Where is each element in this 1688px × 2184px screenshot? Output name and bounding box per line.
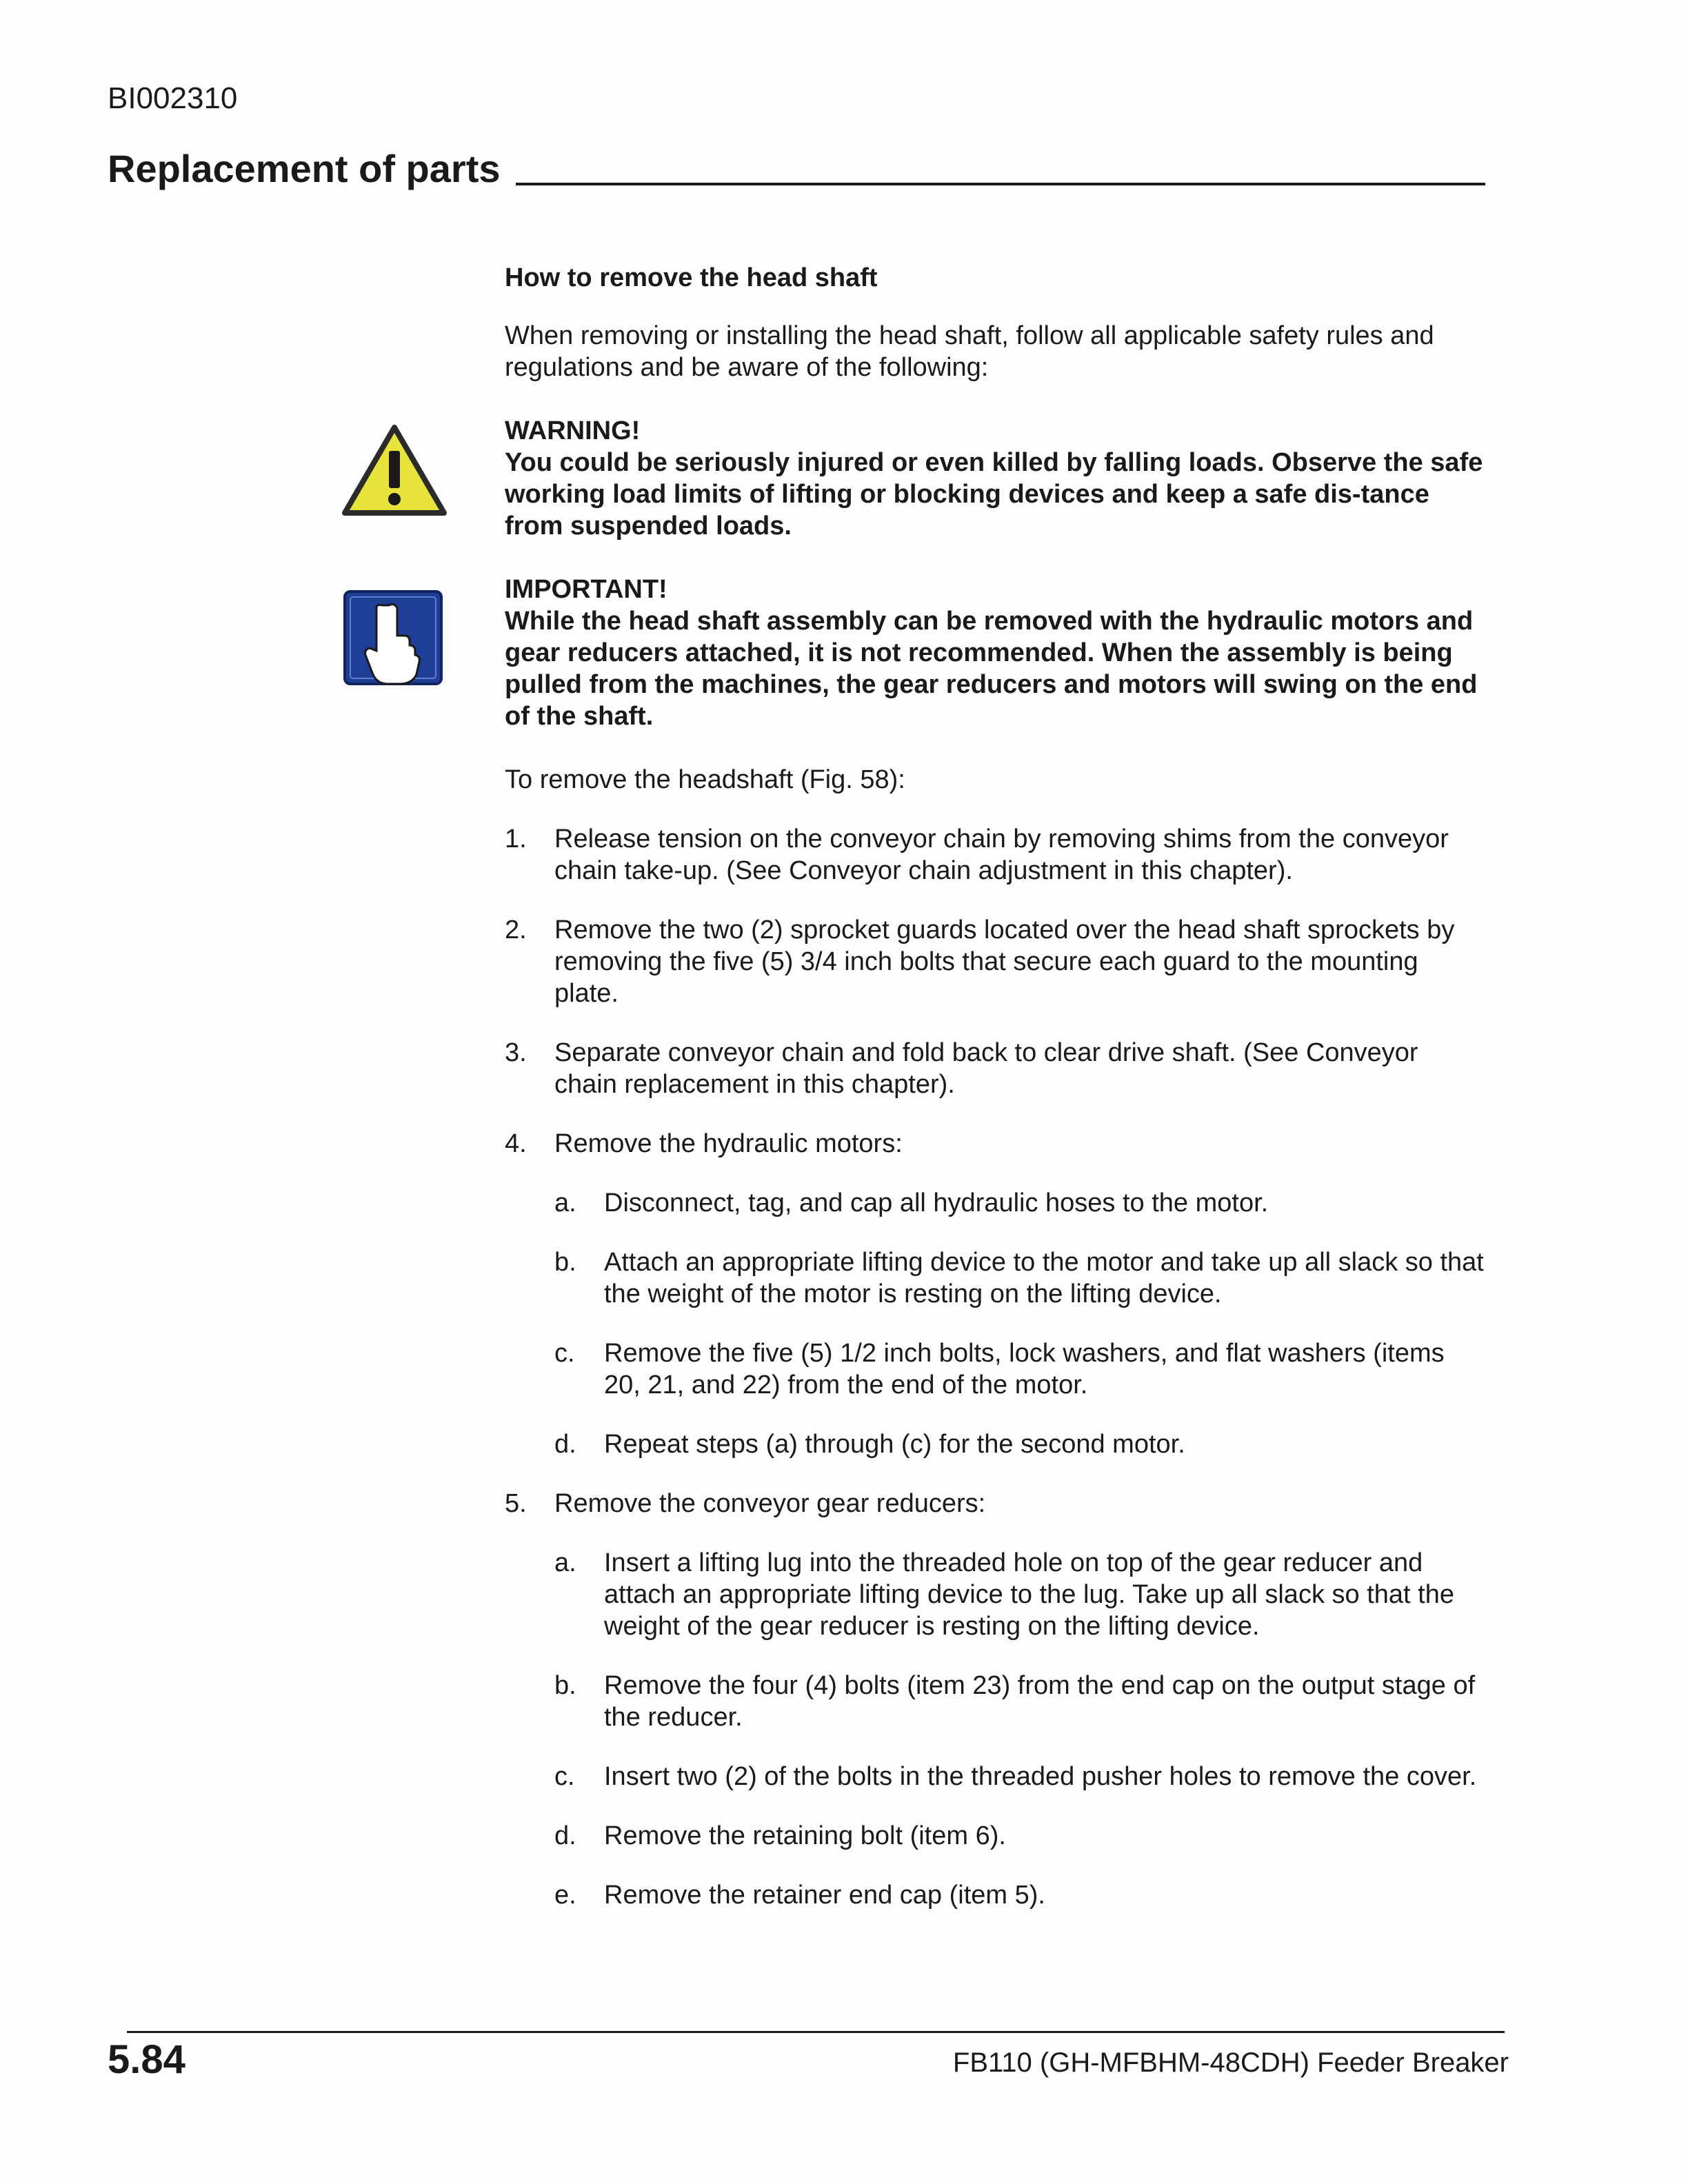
substep-letter: d. [554,1821,576,1850]
substep-letter: b. [554,1248,576,1277]
sub-list-item [505,1246,1484,1310]
step-number: 4. [505,1129,527,1158]
substep-letter: e. [554,1881,576,1910]
pointing-hand-icon [343,590,443,685]
intro-paragraph: When removing or installing the head shaft, follow all applicable safety rules and regulations and be aware of the following: [505,321,1434,382]
sub-list-item [505,1547,1484,1642]
substep-text: Remove the retainer end cap (item 5). [604,1881,1045,1910]
sub-list-item [505,1820,1484,1852]
substep-text: Remove the retaining bolt (item 6). [604,1821,1006,1850]
substep-text: Insert two (2) of the bolts in the threaded pusher holes to remove the cover. [604,1762,1477,1791]
list-item [505,823,1484,887]
warning-title: WARNING! [505,416,641,445]
sub-list-item [505,1337,1484,1401]
list-item [505,1128,1484,1160]
substep-text: Remove the four (4) bolts (item 23) from the end cap on the output stage of the reducer. [604,1671,1476,1732]
substep-letter: b. [554,1671,576,1700]
step-text: Remove the hydraulic motors: [554,1129,903,1158]
substep-letter: c. [554,1762,575,1791]
document-id: BI002310 [108,81,238,115]
substep-text: Remove the five (5) 1/2 inch bolts, lock washers, and flat washers (items 20, 21, and 22) from the end of the motor. [604,1339,1445,1399]
substep-letter: a. [554,1189,576,1217]
sub-list-item [505,1761,1484,1792]
warning-text: You could be seriously injured or even killed by falling loads. Observe the safe working load limits of lifting or blocking devices and keep a safe dis-tance from suspended loads. [505,448,1483,540]
warning-triangle-icon [341,423,448,518]
substep-text: Attach an appropriate lifting device to the motor and take up all slack so that the weight of the motor is resting on the lifting device. [604,1248,1484,1308]
step-text: Release tension on the conveyor chain by removing shims from the conveyor chain take-up. (See Conveyor chain adjustment in this chapter). [554,825,1449,885]
step-number: 3. [505,1038,527,1067]
list-item [505,914,1484,1009]
steps-intro: To remove the headshaft (Fig. 58): [505,765,905,794]
substep-text: Insert a lifting lug into the threaded hole on top of the gear reducer and attach an appropriate lifting device to the lug. Take up all slack so that the weight of the gear reducer is resting on the lifting device. [604,1548,1454,1641]
substep-letter: a. [554,1548,576,1577]
substep-text: Disconnect, tag, and cap all hydraulic hoses to the motor. [604,1189,1269,1217]
step-text: Remove the two (2) sprocket guards located over the head shaft sprockets by removing the five (5) 3/4 inch bolts that secure each guard to the mounting plate. [554,916,1455,1008]
sub-list-item [505,1670,1484,1733]
footer-divider [127,2031,1505,2033]
important-text: While the head shaft assembly can be removed with the hydraulic motors and gear reducers attached, it is not recommended. When the assembly is being pulled from the machines, the gear reducers and motors will swing on the end of the shaft. [505,607,1478,731]
page-number: 5.84 [108,2037,185,2082]
list-item [505,1037,1484,1100]
step-number: 5. [505,1489,527,1518]
section-header [108,146,1487,191]
sub-list-item [505,1428,1484,1460]
main-content [505,262,1484,1911]
section-title: Replacement of parts [108,147,501,190]
procedure-heading: How to remove the head shaft [505,263,878,292]
important-title: IMPORTANT! [505,575,667,604]
step-text: Remove the conveyor gear reducers: [554,1489,986,1518]
title-underline [516,183,1485,185]
important-notice [505,574,1484,732]
step-number: 1. [505,825,527,853]
substep-text: Repeat steps (a) through (c) for the second motor. [604,1430,1185,1459]
sub-list-item [505,1187,1484,1219]
substep-letter: d. [554,1430,576,1459]
sub-list-item [505,1879,1484,1911]
step-number: 2. [505,916,527,944]
warning-notice [505,415,1484,542]
footer-document-title: FB110 (GH-MFBHM-48CDH) Feeder Breaker [952,2048,1509,2078]
step-text: Separate conveyor chain and fold back to clear drive shaft. (See Conveyor chain replacement in this chapter). [554,1038,1418,1099]
substep-letter: c. [554,1339,575,1368]
list-item [505,1488,1484,1519]
